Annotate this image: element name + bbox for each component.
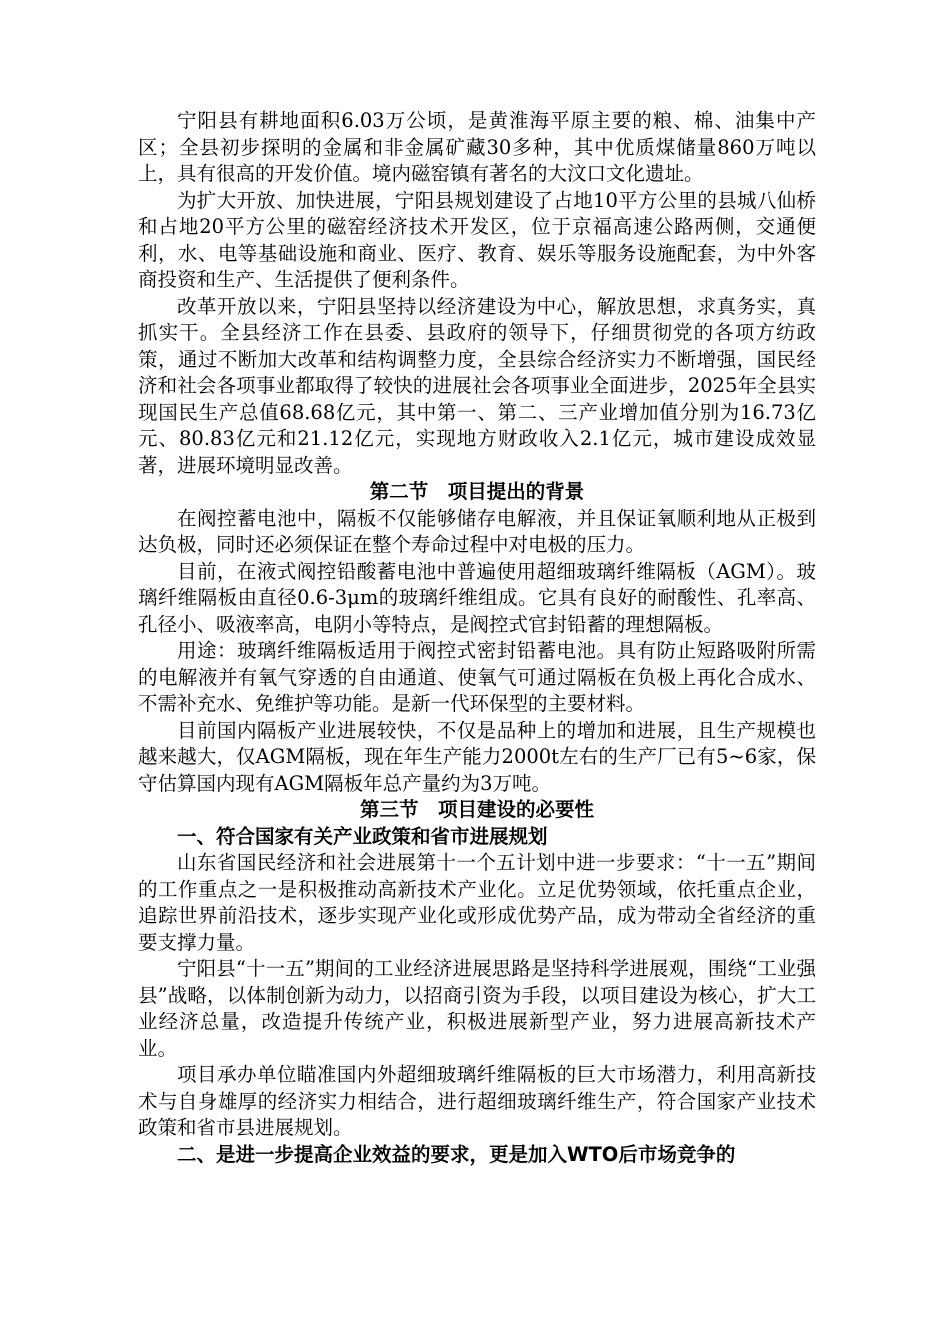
section-title-necessity: 第三节 项目建设的必要性 — [359, 798, 594, 821]
section-title-background: 第二节 项目提出的背景 — [369, 480, 585, 503]
paragraph-shandong-plan: 山东省国民经济和社会进展第十一个五计划中进一步要求：“十一五”期间的工作重点之一是积极推动高新技术产业化。立足优势领域，依托重点企业，追踪世界前沿技术，逐步实现产业化或形成优势产品，成为带动全省经济的重要支撑力量。 — [138, 851, 816, 954]
paragraph-agm-separator: 目前，在液式阀控铅酸蓄电池中普遍使用超细玻璃纤维隔板（AGM）。玻璃纤维隔板由直径0.6-3μm的玻璃纤维组成。它具有良好的耐酸性、孔率高、孔径小、吸液率高，电阴小等特点，是阀控式官封铅蓄的理想隔板。 — [138, 559, 816, 636]
paragraph-usage: 用途：玻璃纤维隔板适用于阀控式密封铅蓄电池。具有防止短路吸附所需的电解液并有氧气穿透的自由通道、使氧气可通过隔板在负极上再化合成水、不需补充水、免维护等功能。是新一代环保型的主要材料。 — [138, 639, 816, 715]
paragraph-domestic-industry: 目前国内隔板产业进展较快，不仅是品种上的增加和进展，且生产规模也越来越大，仅AGM隔板，现在年生产能力2000t左右的生产厂已有5~6家，保守估算国内现有AGM隔板年总产量约为3万吨。 — [138, 718, 816, 795]
paragraph-development-zone: 为扩大开放、加快进展，宁阳县规划建设了占地10平方公里的县城八仙桥和占地20平方公里的磁窑经济技术开发区，位于京福高速公路两侧，交通便利，水、电等基础设施和商业、医疗、教育、娱乐等服务设施配套，为中外客商投资和生产、生活提供了便利条件。 — [138, 188, 816, 291]
paragraph-ningyang-plan: 宁阳县“十一五”期间的工业经济进展思路是坚持科学进展观，围绕“工业强县”战略，以体制创新为动力，以招商引资为手段，以项目建设为核心，扩大工业经济总量，改造提升传统产业，积极进展新型产业，努力进展高新技术产业。 — [138, 957, 816, 1060]
subsection-title-policy: 一、符合国家有关产业政策和省市进展规划 — [177, 824, 548, 848]
paragraph-separator-function: 在阀控蓄电池中，隔板不仅能够储存电解液，并且保证氧顺利地从正极到达负极，同时还必须保证在整个寿命过程中对电极的压力。 — [138, 506, 816, 556]
document-page — [138, 108, 816, 1168]
paragraph-economic-growth: 改革开放以来，宁阳县坚持以经济建设为中心，解放思想，求真务实，真抓实干。全县经济工作在县委、县政府的领导下，仔细贯彻党的各项方纺政策，通过不断加大改革和结构调整力度，全县综合经济实力不断增强，国民经济和社会各项事业都取得了较快的进展社会各项事业全面进步，2025年全县实现国民生产总值68.68亿元，其中第一、第二、三产业增加值分别为16.73亿元、80.83亿元和21.12亿元，实现地方财政收入2.1亿元，城市建设成效显著，进展环境明显改善。 — [138, 294, 816, 477]
paragraph-project-fit: 项目承办单位瞄准国内外超细玻璃纤维隔板的巨大市场潜力，利用高新技术与自身雄厚的经济实力相结合，进行超细玻璃纤维生产，符合国家产业技术政策和省市县进展规划。 — [138, 1063, 816, 1139]
subsection-title-efficiency: 二、是进一步提高企业效益的要求，更是加入WTO后市场竞争的 — [177, 1142, 736, 1166]
paragraph-arable-land: 宁阳县有耕地面积6.03万公顷，是黄淮海平原主要的粮、棉、油集中产区；全县初步探明的金属和非金属矿藏30多种，其中优质煤储量860万吨以上，具有很高的开发价值。境内磁窑镇有著名的大汶口文化遗址。 — [138, 109, 816, 185]
